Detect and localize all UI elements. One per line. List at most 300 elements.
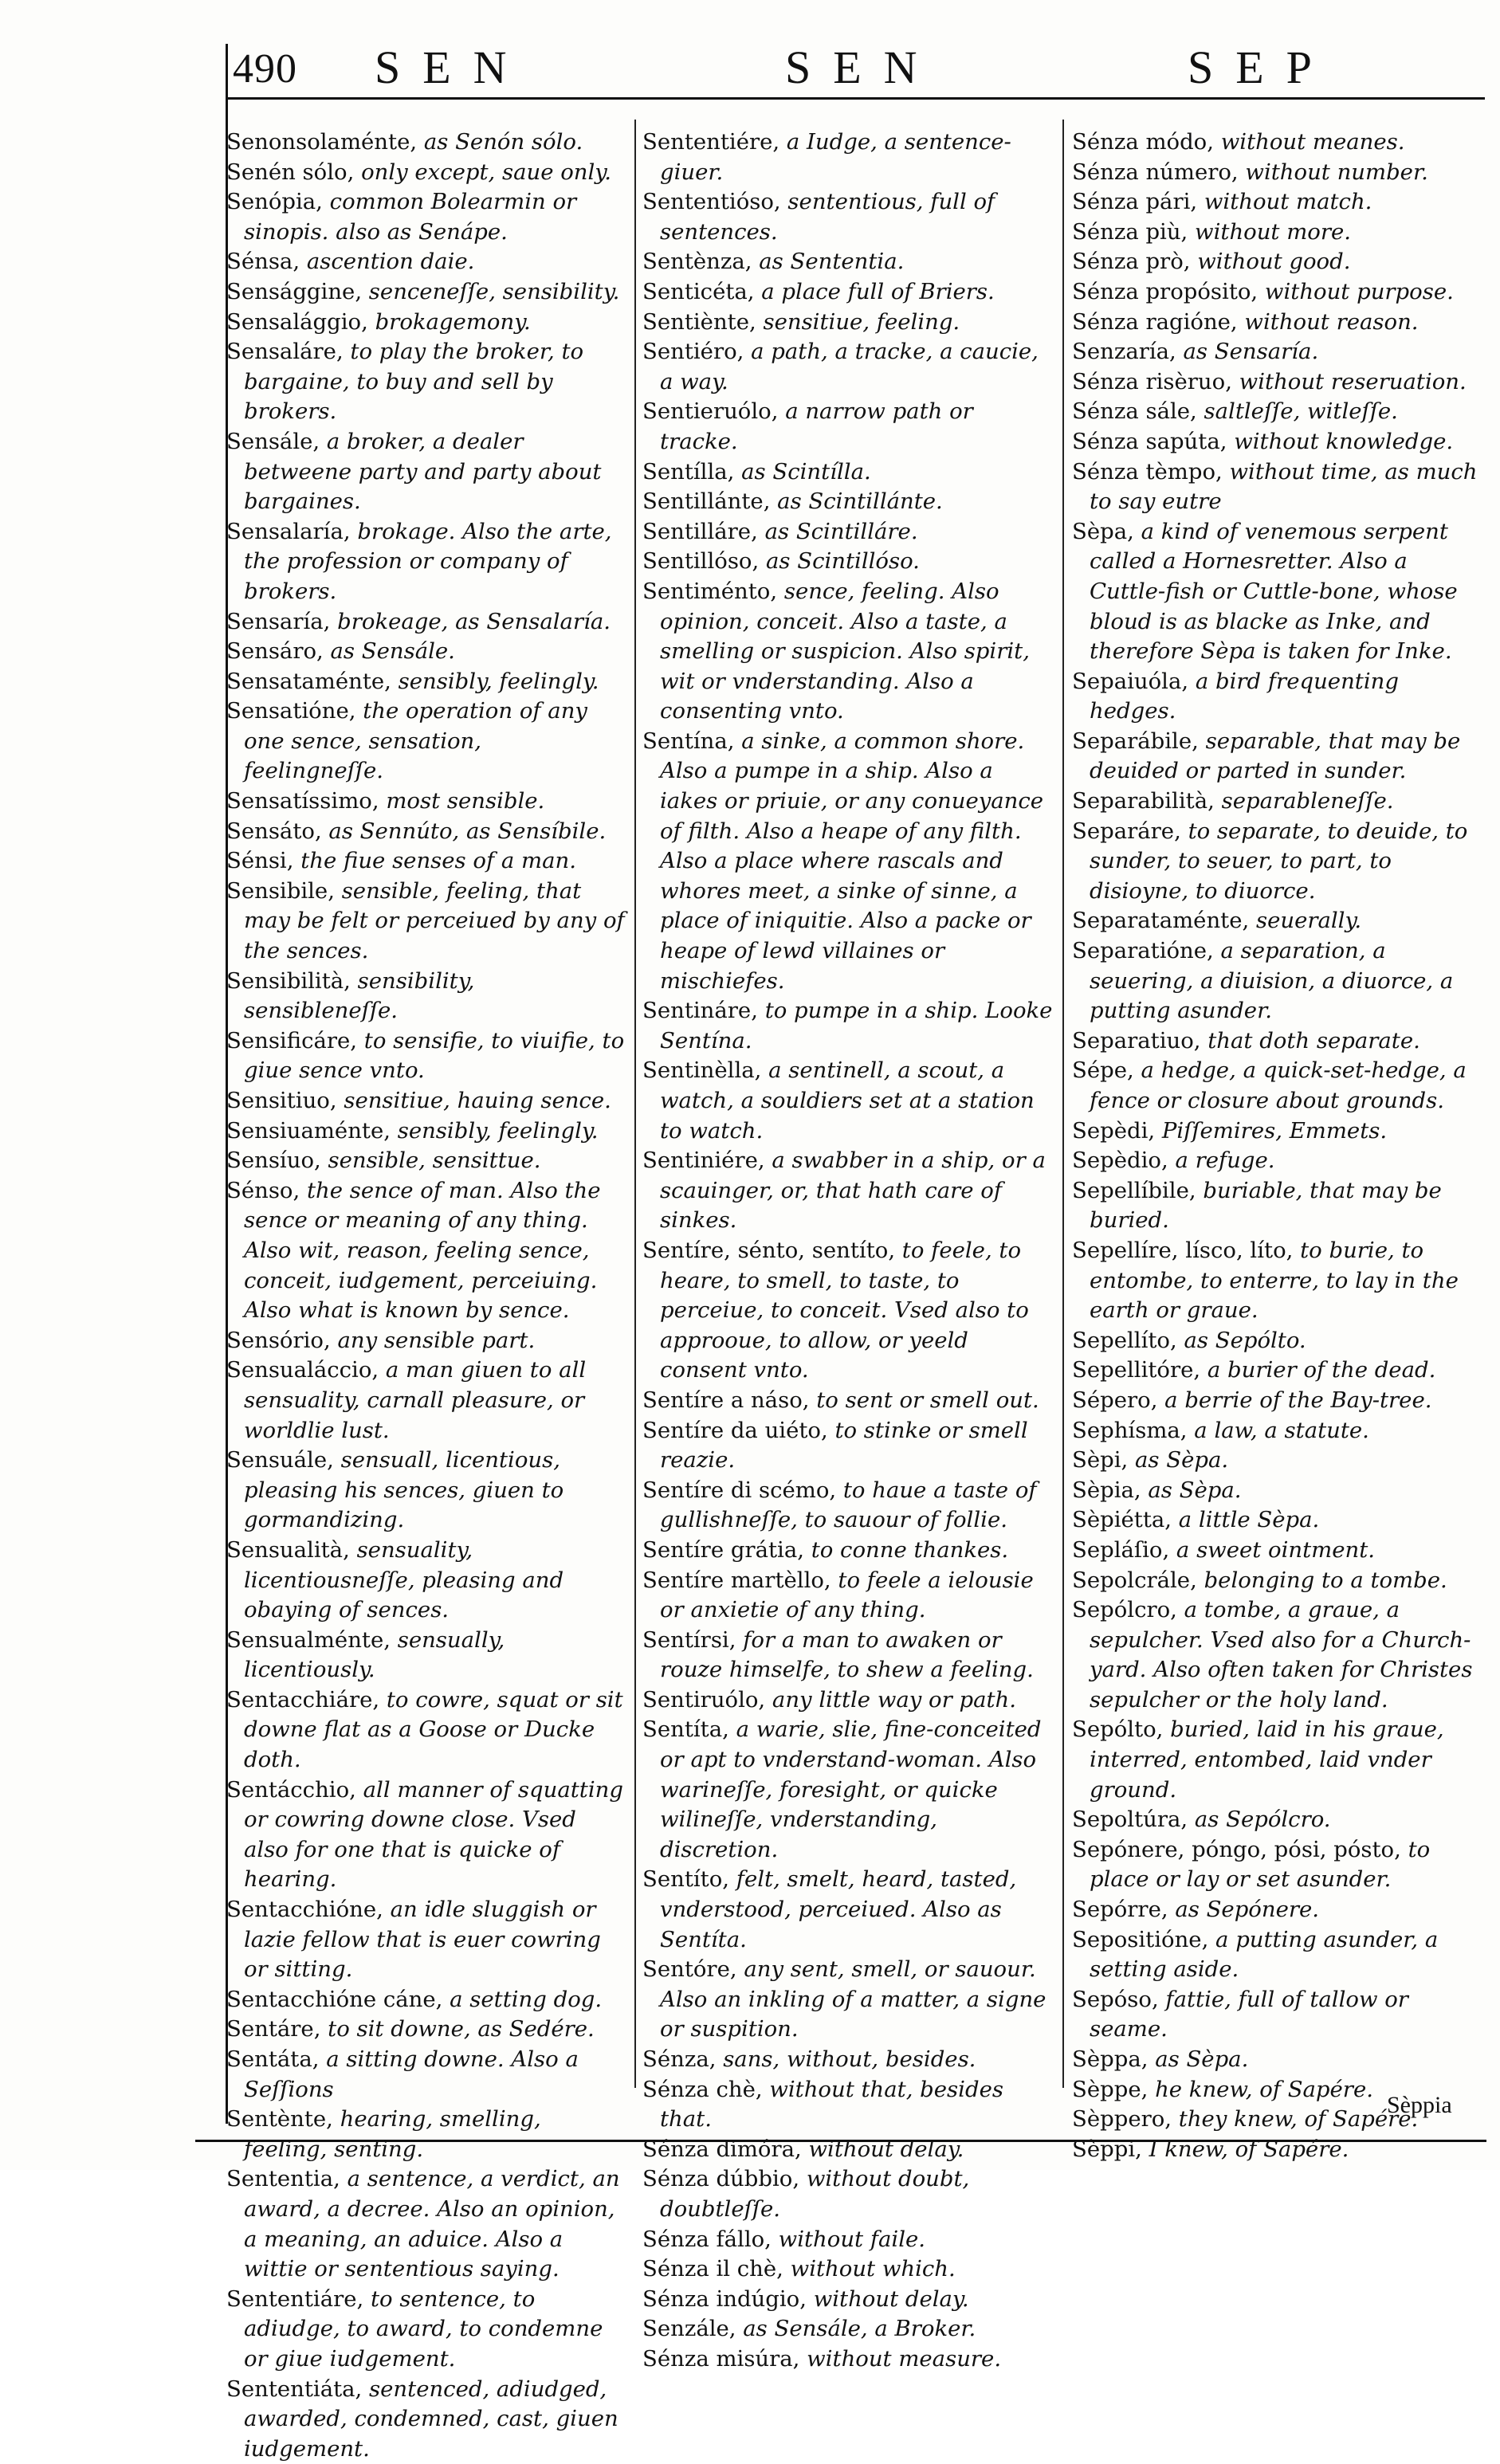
headword: Sepóso, — [1072, 1986, 1159, 2012]
dictionary-entry — [1072, 1805, 1482, 1835]
column-1 — [226, 128, 625, 2464]
dictionary-entry — [642, 2075, 1057, 2135]
definition: without reason. — [1237, 308, 1419, 335]
headword: Sensatióne, — [226, 698, 356, 724]
dictionary-entry — [642, 247, 1057, 277]
dictionary-entry — [642, 547, 1057, 577]
dictionary-entry — [642, 2254, 1057, 2285]
dictionary-entry — [1072, 128, 1482, 158]
headword: Sénza indúgio, — [642, 2285, 807, 2312]
definition: without number. — [1238, 159, 1428, 185]
definition: a narrow path or tracke. — [660, 398, 973, 454]
headword: Sénso, — [226, 1177, 300, 1203]
definition: a tombe, a graue, a sepulcher. Vsed also for a Church-yard. Also often taken for Christes sepulcher or the holy land. — [1090, 1597, 1473, 1713]
headword: Sensággine, — [226, 278, 363, 304]
definition: all manner of squatting or cowring downe close. Vsed also for one that is quicke of hearing. — [244, 1776, 623, 1893]
headword: Sepellitóre, — [1072, 1357, 1201, 1383]
dictionary-entry — [1072, 1416, 1482, 1446]
headword: Sensále, — [226, 428, 320, 454]
running-head-right: SEP — [1188, 41, 1334, 93]
definition: sensuall, licentious, pleasing his sences, giuen to gormandizing. — [244, 1447, 564, 1533]
definition: senceneſſe, sensibility. — [362, 278, 620, 304]
running-head-center: SEN — [785, 41, 940, 93]
dictionary-entry — [642, 128, 1057, 187]
dictionary-entry — [226, 1116, 625, 1147]
headword: Sénza ragióne, — [1072, 308, 1238, 335]
headword: Separabilità, — [1072, 788, 1215, 814]
definition: sans, without, besides. — [716, 2046, 976, 2072]
definition: that doth separate. — [1200, 1027, 1420, 1053]
headword: Sénza dimóra, — [642, 2136, 802, 2162]
definition: an idle sluggish or lazie fellow that is euer cowring or sitting. — [244, 1897, 601, 1983]
definition: separableneſſe. — [1214, 788, 1394, 814]
headword: Sénza risèruo, — [1072, 368, 1232, 394]
dictionary-entry — [1072, 1925, 1482, 1985]
definition: the sence of man. Also the sence or meaning of any thing. Also wit, reason, feeling sence, conceit, iudgement, perceiuing. Also what is known by sence. — [244, 1177, 601, 1324]
dictionary-entry — [1072, 2045, 1482, 2075]
dictionary-entry — [226, 1026, 625, 1086]
dictionary-entry — [226, 1685, 625, 1775]
header-rule — [226, 97, 1485, 100]
definition: the fiue senses of a man. — [293, 848, 576, 874]
dictionary-entry — [226, 846, 625, 877]
dictionary-entry — [226, 696, 625, 787]
headword: Sepellíto, — [1072, 1327, 1177, 1353]
dictionary-entry — [642, 1236, 1057, 1386]
dictionary-entry — [226, 1356, 625, 1446]
definition: sensibly, feelingly. — [390, 1117, 599, 1144]
headword: Senzaría, — [1072, 339, 1176, 365]
definition: a putting asunder, a setting aside. — [1090, 1926, 1439, 1983]
definition: to sensifie, to viuifie, to giue sence vnto. — [244, 1027, 625, 1084]
headword: Sénza, — [642, 2046, 717, 2072]
headword: Sèpia, — [1072, 1477, 1141, 1503]
dictionary-entry — [226, 2164, 625, 2284]
definition: sensible, feeling, that may be felt or perceiued by any of the sences. — [244, 877, 625, 964]
definition: a sentence, a verdict, an award, a decree. Also an opinion, a meaning, an aduice. Also a wittie or sententious saying. — [244, 2166, 620, 2282]
definition: as Scintillóso. — [759, 548, 920, 575]
definition: without measure. — [799, 2345, 1002, 2372]
headword: Sensáro, — [226, 638, 324, 665]
definition: without meanes. — [1214, 129, 1405, 155]
headword: Sentíre, sénto, sentíto, — [642, 1237, 896, 1263]
headword: Sénza sále, — [1072, 398, 1197, 425]
definition: without faile. — [771, 2226, 925, 2252]
headword: Sepórre, — [1072, 1897, 1168, 1923]
definition: brokage. Also the arte, the profession or company of brokers. — [244, 518, 612, 604]
dictionary-entry — [226, 1895, 625, 1985]
headword: Sénza fállo, — [642, 2226, 772, 2252]
definition: separable, that may be deuided or parted in sunder. — [1090, 728, 1461, 784]
definition: to haue a taste of gullishneſſe, to sauour of follie. — [660, 1477, 1037, 1533]
dictionary-entry — [1072, 1236, 1482, 1326]
dictionary-entry — [226, 967, 625, 1026]
dictionary-entry — [1072, 1326, 1482, 1356]
definition: to cowre, squat or sit downe flat as a Goose or Ducke doth. — [244, 1686, 623, 1773]
definition: to feele, to heare, to smell, to taste, to perceiue, to conceit. Vsed also to approoue, to allow, or yeeld consent vnto. — [660, 1237, 1029, 1383]
headword: Sententiére, — [642, 129, 780, 155]
dictionary-entry — [642, 2225, 1057, 2255]
dictionary-entry — [1072, 1715, 1482, 1805]
definition: to burie, to entombe, to enterre, to lay in the earth or graue. — [1090, 1237, 1459, 1324]
definition: without delay. — [806, 2285, 969, 2312]
definition: saltleſſe, witleſſe. — [1196, 398, 1398, 425]
headword: Sensuále, — [226, 1447, 334, 1473]
definition: as Senón sólo. — [417, 129, 583, 155]
dictionary-entry — [1072, 397, 1482, 427]
headword: Sepèdi, — [1072, 1117, 1156, 1144]
definition: sensibly, feelingly. — [391, 668, 599, 694]
dictionary-entry — [1072, 1146, 1482, 1176]
definition: a law, a statute. — [1187, 1417, 1369, 1443]
headword: Sentinèlla, — [642, 1057, 762, 1084]
headword: Sensibile, — [226, 877, 335, 904]
definition: sensitiue, hauing sence. — [336, 1088, 611, 1113]
headword: Sentína, — [642, 728, 735, 754]
dictionary-entry — [226, 1146, 625, 1176]
definition: to separate, to deuide, to sunder, to seuer, to part, to disioyne, to diuorce. — [1090, 818, 1468, 904]
dictionary-entry — [642, 1626, 1057, 1685]
headword: Sentilláre, — [642, 518, 758, 544]
headword: Sentácchio, — [226, 1776, 356, 1803]
column-divider-2 — [1062, 120, 1064, 2088]
definition: a man giuen to all sensuality, carnall pleasure, or worldlie lust. — [244, 1357, 587, 1443]
headword: Sénza dúbbio, — [642, 2166, 800, 2192]
dictionary-entry — [642, 1865, 1057, 1955]
dictionary-entry — [642, 2314, 1057, 2344]
definition: as Scintilláre. — [757, 518, 918, 544]
headword: Sénza sapúta, — [1072, 428, 1227, 454]
definition: a berrie of the Bay-tree. — [1157, 1387, 1432, 1413]
definition: sensuality, licentiousneſſe, pleasing and obaying of sences. — [244, 1536, 564, 1623]
dictionary-entry — [642, 1056, 1057, 1146]
definition: as Sepólto. — [1176, 1327, 1306, 1353]
definition: they knew, of Sapére. — [1172, 2106, 1419, 2132]
definition: hearing, smelling, feeling, senting. — [244, 2106, 541, 2162]
headword: Sénza módo, — [1072, 129, 1214, 155]
headword: Separatióne, — [1072, 938, 1214, 964]
headword: Sensiuaménte, — [226, 1117, 391, 1144]
dictionary-entry — [1072, 1476, 1482, 1506]
headword: Sensibilità, — [226, 967, 351, 994]
definition: felt, smelt, heard, tasted, vnderstood, perceiued. Also as Sentíta. — [660, 1866, 1017, 1952]
headword: Sénza chè, — [642, 2076, 763, 2102]
headword: Sensatíssimo, — [226, 788, 379, 814]
dictionary-entry — [226, 1446, 625, 1536]
dictionary-entry — [642, 308, 1057, 338]
dictionary-entry — [642, 1685, 1057, 1716]
definition: the operation of any one sence, sensation, feelingneſſe. — [244, 698, 587, 784]
definition: only except, saue only. — [354, 159, 611, 185]
headword: Sensualáccio, — [226, 1357, 379, 1383]
dictionary-entry — [226, 2015, 625, 2045]
dictionary-entry — [226, 128, 625, 158]
headword: Sénza pári, — [1072, 189, 1198, 215]
headword: Sentiniére, — [642, 1148, 765, 1174]
definition: he knew, of Sapére. — [1148, 2076, 1373, 2102]
headword: Sénza número, — [1072, 159, 1239, 185]
dictionary-entry — [642, 1536, 1057, 1566]
definition: as Scintillánte. — [770, 488, 943, 515]
headword: Sensalaría, — [226, 518, 351, 544]
dictionary-entry — [226, 2105, 625, 2164]
definition: belonging to a tombe. — [1196, 1567, 1447, 1593]
headword: Sensataménte, — [226, 668, 391, 694]
headword: Sentíre a náso, — [642, 1387, 810, 1413]
definition: to pumpe in a ship. Looke Sentína. — [660, 998, 1053, 1053]
definition: a sentinell, a scout, a watch, a souldiers set at a station to watch. — [660, 1057, 1035, 1144]
catchword: Sèppia — [1387, 2092, 1452, 2118]
headword: Sentáre, — [226, 2016, 321, 2042]
headword: Sepólto, — [1072, 1717, 1164, 1743]
definition: to place or lay or set asunder. — [1090, 1836, 1431, 1893]
dictionary-entry — [226, 1626, 625, 1685]
definition: to sent or smell out. — [809, 1387, 1039, 1413]
dictionary-entry — [1072, 308, 1482, 338]
definition: without time, as much to say eutre — [1090, 458, 1478, 515]
headword: Separáre, — [1072, 818, 1181, 844]
definition: to play the broker, to bargaine, to buy and sell by brokers. — [244, 339, 584, 425]
headword: Sepolcrále, — [1072, 1567, 1197, 1593]
definition: any sent, smell, or sauour. Also an inkling of a matter, a signe or suspition. — [660, 1956, 1046, 2042]
headword: Sénza il chè, — [642, 2256, 783, 2282]
dictionary-entry — [642, 1566, 1057, 1626]
dictionary-entry — [642, 457, 1057, 488]
dictionary-entry — [1072, 1895, 1482, 1925]
definition: a broker, a dealer betweene party and party about bargaines. — [244, 428, 602, 515]
dictionary-entry — [642, 487, 1057, 517]
definition: as Sensále. — [323, 638, 455, 665]
headword: Sèppero, — [1072, 2106, 1172, 2132]
headword: Sententióso, — [642, 189, 781, 215]
dictionary-entry — [1072, 1356, 1482, 1386]
headword: Sepellíbile, — [1072, 1177, 1196, 1203]
dictionary-entry — [1072, 277, 1482, 308]
dictionary-entry — [226, 1536, 625, 1626]
headword: Sentieruólo, — [642, 398, 779, 425]
headword: Sentiènte, — [642, 308, 756, 335]
definition: a bird frequenting hedges. — [1090, 668, 1399, 724]
headword: Sentíto, — [642, 1866, 730, 1893]
definition: as Scintílla. — [734, 458, 871, 485]
dictionary-entry — [1072, 457, 1482, 517]
dictionary-entry — [1072, 727, 1482, 787]
definition: a kind of venemous serpent called a Hornesretter. Also a Cuttle-fish or Cuttle-bone, whose bloud is as blacke as Inke, and therefore Sèpa is taken for Inke. — [1090, 518, 1458, 665]
column-2 — [642, 128, 1057, 2375]
definition: a sweet ointment. — [1169, 1536, 1376, 1563]
definition: a Iudge, a sentence-giuer. — [660, 129, 1011, 185]
headword: Sentiruólo, — [642, 1686, 766, 1713]
definition: without purpose. — [1258, 278, 1454, 304]
definition: without delay. — [801, 2136, 964, 2162]
dictionary-entry — [226, 308, 625, 338]
definition: as Sepólcro. — [1188, 1807, 1331, 1833]
dictionary-entry — [226, 517, 625, 607]
dictionary-entry — [1072, 817, 1482, 907]
headword: Separatiuo, — [1072, 1027, 1201, 1053]
definition: as Sepónere. — [1168, 1897, 1320, 1923]
definition: a warie, slie, fine-conceited or apt to vnderstand-woman. Also warineſſe, foresight, or quicke wilineſſe, vnderstanding, discretion. — [660, 1717, 1042, 1862]
dictionary-entry — [642, 1715, 1057, 1865]
definition: as Sèpa. — [1141, 1477, 1242, 1503]
dictionary-entry — [642, 277, 1057, 308]
dictionary-entry — [1072, 1386, 1482, 1416]
headword: Sépero, — [1072, 1387, 1158, 1413]
headword: Sénsa, — [226, 249, 300, 275]
definition: common Bolearmin or sinopis. also as Senápe. — [244, 189, 577, 245]
headword: Senticéta, — [642, 278, 755, 304]
headword: Senén sólo, — [226, 159, 355, 185]
headword: Senzále, — [642, 2316, 736, 2342]
headword: Sentóre, — [642, 1956, 737, 1983]
definition: a path, a tracke, a caucie, a way. — [660, 339, 1039, 394]
dictionary-entry — [642, 2344, 1057, 2375]
dictionary-entry — [642, 1955, 1057, 2045]
definition: fattie, full of tallow or seame. — [1090, 1986, 1408, 2042]
dictionary-entry — [642, 577, 1057, 727]
definition: without knowledge. — [1227, 428, 1454, 454]
definition: as Sèpa. — [1148, 2046, 1249, 2072]
dictionary-entry — [1072, 1505, 1482, 1536]
definition: without that, besides that. — [660, 2076, 1003, 2132]
headword: Sensualménte, — [226, 1626, 391, 1653]
dictionary-entry — [226, 427, 625, 517]
headword: Sententiáre, — [226, 2285, 364, 2312]
dictionary-entry — [1072, 906, 1482, 936]
definition: as Sensále, a Broker. — [736, 2316, 976, 2342]
definition: I knew, of Sapére. — [1141, 2136, 1349, 2162]
definition: as Sententia. — [752, 249, 905, 275]
definition: without more. — [1188, 218, 1352, 245]
headword: Sénza tèmpo, — [1072, 458, 1223, 485]
headword: Sèppa, — [1072, 2046, 1149, 2072]
page-number: 490 — [233, 46, 297, 92]
dictionary-entry — [1072, 667, 1482, 727]
definition: sensitiue, feeling. — [756, 308, 960, 335]
headword: Sénza prò, — [1072, 249, 1191, 275]
dictionary-entry — [1072, 2135, 1482, 2165]
definition: without which. — [783, 2256, 956, 2282]
definition: as Sensaría. — [1176, 339, 1319, 365]
headword: Sepellíre, lísco, líto, — [1072, 1237, 1294, 1263]
headword: Sèppi, — [1072, 2136, 1142, 2162]
headword: Sepólcro, — [1072, 1597, 1177, 1623]
dictionary-entry — [1072, 1026, 1482, 1057]
headword: Sentacchióne, — [226, 1897, 383, 1923]
dictionary-entry — [642, 2285, 1057, 2315]
dictionary-entry — [1072, 218, 1482, 248]
definition: brokagemony. — [367, 308, 531, 335]
headword: Sensáto, — [226, 818, 322, 844]
definition: a burier of the dead. — [1200, 1357, 1436, 1383]
definition: a place full of Briers. — [754, 278, 995, 304]
headword: Sèpi, — [1072, 1447, 1129, 1473]
dictionary-entry — [226, 1775, 625, 1895]
headword: Sensaría, — [226, 608, 331, 634]
dictionary-entry — [226, 187, 625, 247]
definition: ascention daie. — [300, 249, 475, 275]
definition: without good. — [1190, 249, 1351, 275]
definition: without doubt, doubtleſſe. — [660, 2166, 970, 2222]
dictionary-entry — [1072, 787, 1482, 817]
dictionary-entry — [226, 817, 625, 847]
headword: Sentináre, — [642, 998, 758, 1024]
dictionary-entry — [1072, 247, 1482, 277]
headword: Sentacchióne cáne, — [226, 1986, 443, 2012]
headword: Separataménte, — [1072, 908, 1250, 934]
definition: sentenced, adiudged, awarded, condemned, cast, giuen iudgement. — [244, 2376, 618, 2462]
dictionary-entry — [226, 277, 625, 308]
definition: a hedge, a quick-set-hedge, a fence or closure about grounds. — [1090, 1057, 1467, 1113]
dictionary-entry — [642, 517, 1057, 547]
definition: brokeage, as Sensalaría. — [330, 608, 611, 634]
definition: sensually, licentiously. — [244, 1626, 505, 1683]
definition: a setting dog. — [442, 1986, 603, 2012]
headword: Sénza più, — [1072, 218, 1188, 245]
headword: Sensaláre, — [226, 339, 344, 365]
headword: Sententiáta, — [226, 2376, 363, 2402]
definition: without reseruation. — [1231, 368, 1467, 394]
dictionary-entry — [642, 1416, 1057, 1476]
headword: Sénza propósito, — [1072, 278, 1259, 304]
dictionary-entry — [226, 787, 625, 817]
dictionary-entry — [226, 2375, 625, 2464]
definition: to feele a ielousie or anxietie of any thing. — [660, 1567, 1034, 1623]
definition: to sit downe, as Sedére. — [320, 2016, 595, 2042]
headword: Sensitiuo, — [226, 1088, 337, 1113]
headword: Sentílla, — [642, 458, 735, 485]
dictionary-entry — [1072, 1595, 1482, 1715]
dictionary-entry — [642, 397, 1057, 457]
dictionary-entry — [642, 996, 1057, 1056]
headword: Sensualità, — [226, 1536, 350, 1563]
dictionary-entry — [642, 2135, 1057, 2165]
definition: a sitting downe. Also a Seſſions — [244, 2046, 579, 2102]
definition: as Sennúto, as Sensíbile. — [321, 818, 607, 844]
dictionary-entry — [642, 1476, 1057, 1536]
headword: Sèpa, — [1072, 518, 1134, 544]
dictionary-entry — [226, 1086, 625, 1116]
headword: Sépe, — [1072, 1057, 1134, 1084]
definition: a swabber in a ship, or a scauinger, or, that hath care of sinkes. — [660, 1148, 1046, 1234]
headword: Sèppe, — [1072, 2076, 1149, 2102]
headword: Sentillánte, — [642, 488, 771, 515]
definition: Piſſemires, Emmets. — [1155, 1117, 1388, 1144]
headword: Sèpiétta, — [1072, 1507, 1172, 1533]
definition: to stinke or smell reazie. — [660, 1417, 1028, 1473]
dictionary-entry — [1072, 1566, 1482, 1596]
dictionary-entry — [226, 2045, 625, 2105]
definition: a separation, a seuering, a diuision, a diuorce, a putting asunder. — [1090, 938, 1454, 1024]
headword: Sénsi, — [226, 848, 294, 874]
headword: Sepositióne, — [1072, 1926, 1209, 1952]
headword: Sentacchiáre, — [226, 1686, 380, 1713]
dictionary-entry — [226, 877, 625, 967]
dictionary-entry — [642, 2045, 1057, 2075]
dictionary-entry — [642, 337, 1057, 397]
dictionary-entry — [1072, 187, 1482, 218]
headword: Sepláſio, — [1072, 1536, 1170, 1563]
definition: sensibility, sensibleneſſe. — [244, 967, 475, 1024]
headword: Sentiménto, — [642, 578, 778, 604]
dictionary-entry — [226, 247, 625, 277]
definition: sence, feeling. Also opinion, conceit. Also a taste, a smelling or suspicion. Also spirit, wit or vnderstanding. Also a consenting vnto. — [660, 578, 1030, 724]
dictionary-entry — [226, 607, 625, 638]
dictionary-entry — [226, 667, 625, 697]
headword: Sentíre di scémo, — [642, 1477, 837, 1503]
dictionary-entry — [1072, 517, 1482, 667]
headword: Sententia, — [226, 2166, 340, 2192]
